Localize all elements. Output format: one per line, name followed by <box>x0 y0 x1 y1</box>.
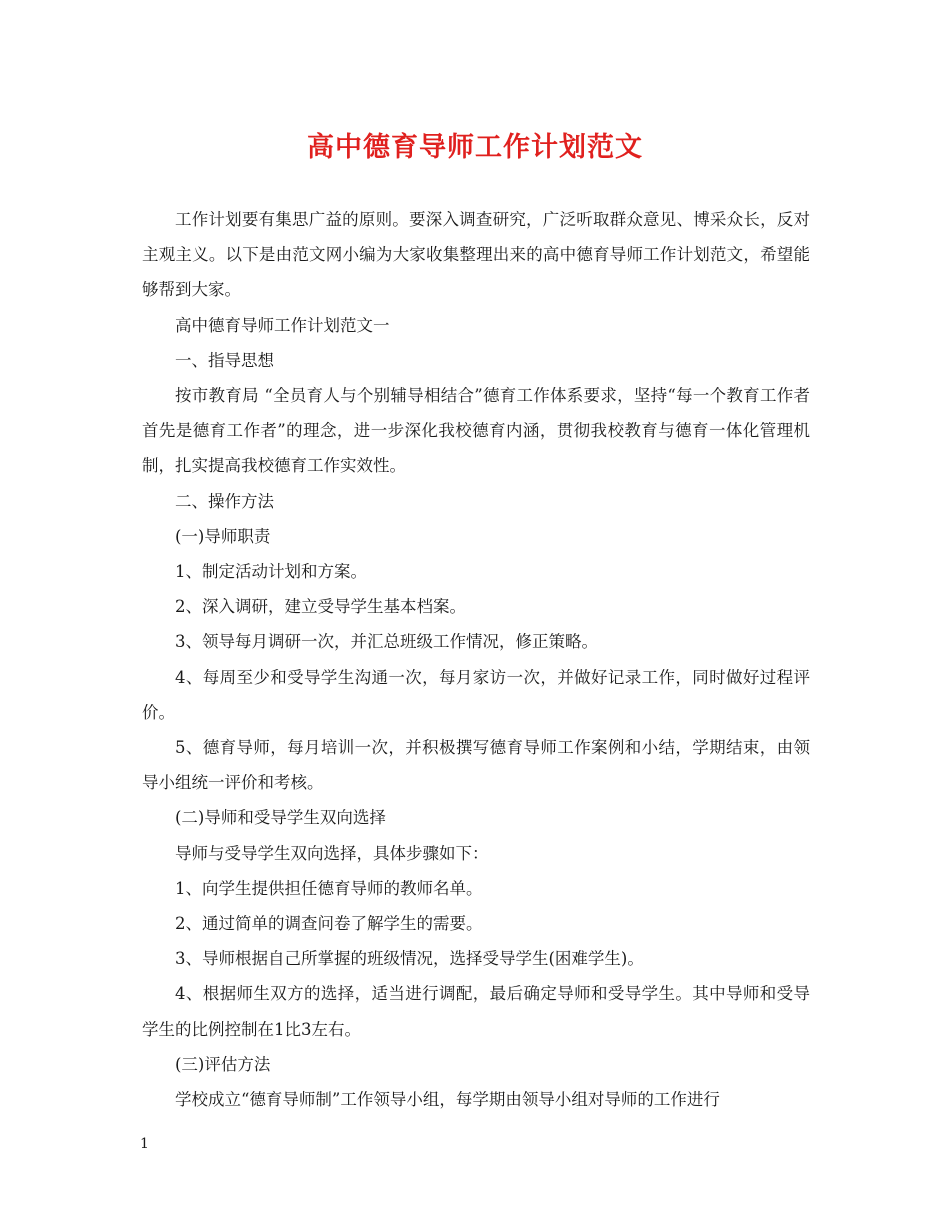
body-paragraph: 按市教育局 “全员育人与个别辅导相结合”德育工作体系要求，坚持“每一个教育工作者首先是德育工作者”的理念，进一步深化我校德育内涵，贯彻我校教育与德育一体化管理机制，扎实提高我校德育工作实效性。 <box>142 386 810 476</box>
subsection-heading: (一)导师职责 <box>175 526 271 546</box>
list-item: 5、德育导师，每月培训一次，并积极撰写德育导师工作案例和小结，学期结束，由领导小组统一评价和考核。 <box>142 738 810 793</box>
section-heading: 高中德育导师工作计划范文一 <box>175 315 390 335</box>
subsection-heading: 一、指导思想 <box>175 350 274 370</box>
intro-paragraph: 工作计划要有集思广益的原则。要深入调查研究，广泛听取群众意见、博采众长，反对主观主义。以下是由范文网小编为大家收集整理出来的高中德育导师工作计划范文，希望能够帮到大家。 <box>142 210 810 300</box>
list-item: 2、深入调研，建立受导学生基本档案。 <box>175 597 466 617</box>
subsection-heading: (二)导师和受导学生双向选择 <box>175 808 386 828</box>
list-item: 1、向学生提供担任德育导师的教师名单。 <box>175 878 483 898</box>
list-item: 3、领导每月调研一次，并汇总班级工作情况，修正策略。 <box>175 632 598 652</box>
list-item: 3、导师根据自己所掌握的班级情况，选择受导学生(困难学生)。 <box>175 949 644 969</box>
list-item: 2、通过简单的调查问卷了解学生的需要。 <box>175 914 483 934</box>
subsection-heading: 二、操作方法 <box>175 491 274 511</box>
body-paragraph: 导师与受导学生双向选择，具体步骤如下： <box>175 843 489 863</box>
body-paragraph: 学校成立“德育导师制”工作领导小组，每学期由领导小组对导师的工作进行 <box>175 1090 720 1110</box>
document-body <box>142 202 810 1117</box>
page-number: 1 <box>140 1136 149 1152</box>
list-item: 1、制定活动计划和方案。 <box>175 562 367 582</box>
subsection-heading: (三)评估方法 <box>175 1054 271 1074</box>
list-item: 4、每周至少和受导学生沟通一次，每月家访一次，并做好记录工作，同时做好过程评价。 <box>142 667 810 722</box>
list-item: 4、根据师生双方的选择，适当进行调配，最后确定导师和受导学生。其中导师和受导学生的比例控制在1比3左右。 <box>142 984 810 1039</box>
document-title: 高中德育导师工作计划范文 <box>307 132 643 163</box>
